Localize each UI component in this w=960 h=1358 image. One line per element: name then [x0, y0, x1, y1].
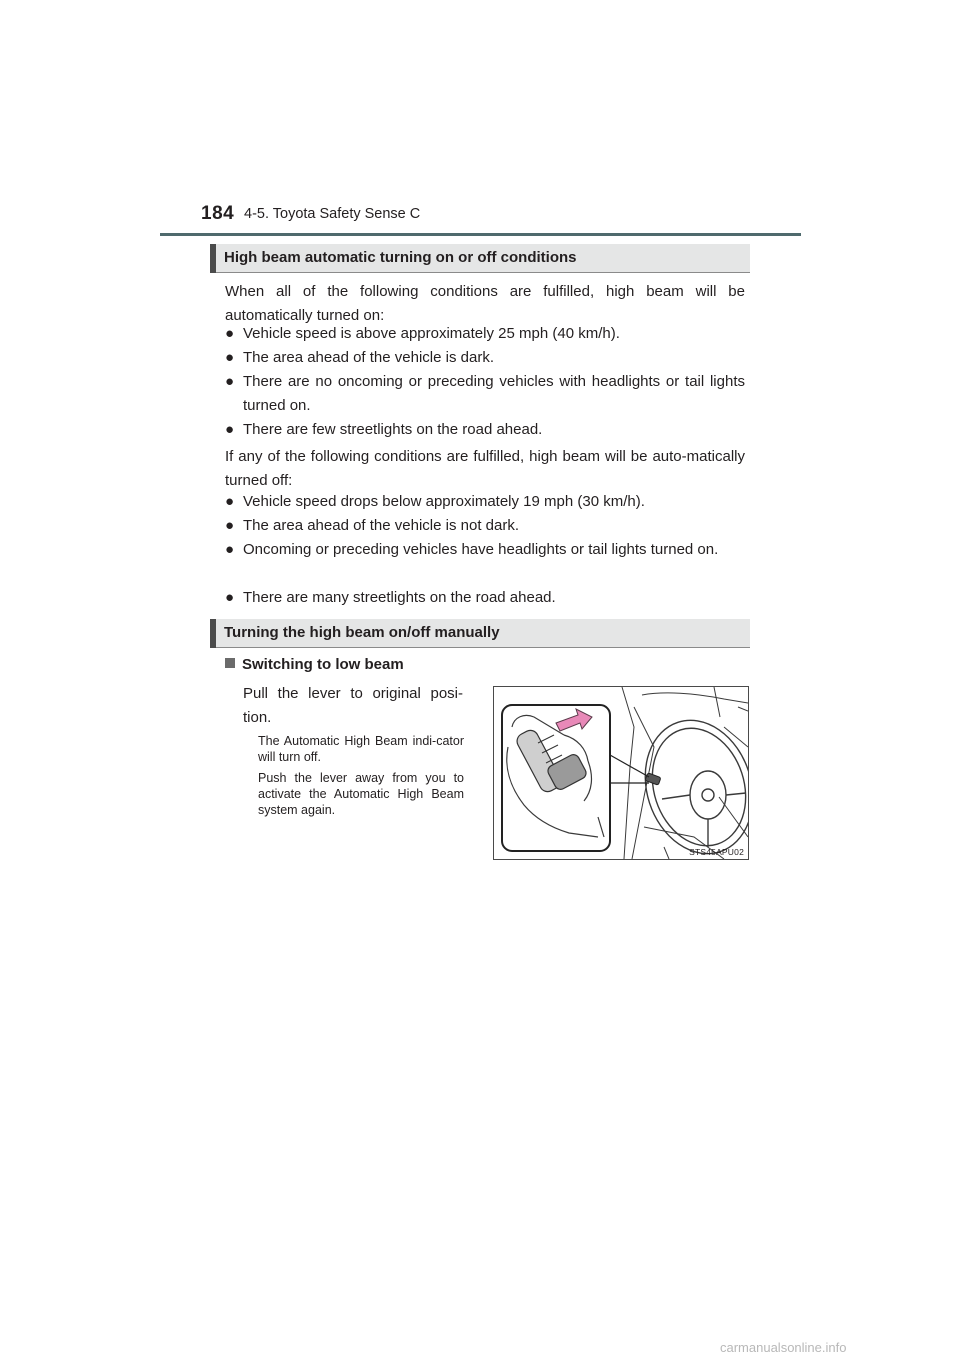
- list-item-text: There are many streetlights on the road ahead.: [243, 589, 556, 606]
- list-item-text: Vehicle speed is above approximately 25 mph (40 km/h).: [243, 325, 620, 342]
- bullet-icon: ●: [225, 373, 235, 390]
- section-heading-label: High beam automatic turning on or off conditions: [224, 249, 577, 266]
- list-item: [225, 322, 745, 346]
- intro-on-paragraph: When all of the following conditions are fulfilled, high beam will be automatically turned on:: [225, 283, 745, 324]
- bullet-icon: ●: [225, 493, 235, 510]
- list-item-text: There are few streetlights on the road ahead.: [243, 421, 543, 438]
- watermark: carmanualsonline.info: [720, 1340, 847, 1355]
- section-heading-manual: [210, 619, 750, 648]
- chapter-title: 4-5. Toyota Safety Sense C: [244, 206, 421, 222]
- heading-bar: [210, 244, 216, 273]
- list-item: [225, 490, 745, 514]
- list-item-text: The area ahead of the vehicle is dark.: [243, 349, 494, 366]
- intro-off-paragraph: If any of the following conditions are fulfilled, high beam will be auto-matically turned off:: [225, 448, 745, 489]
- list-item: [225, 514, 745, 538]
- figure-code: STS45APU02: [689, 847, 744, 857]
- section-heading-conditions: [210, 244, 750, 273]
- list-item-text: Oncoming or preceding vehicles have headlights or tail lights turned on.: [243, 541, 719, 558]
- list-item-text: There are no oncoming or preceding vehicles with headlights or tail lights turned on.: [243, 373, 745, 414]
- bullet-icon: ●: [225, 421, 235, 438]
- subheading-low-beam: [225, 656, 404, 673]
- bullet-icon: ●: [225, 325, 235, 342]
- illustration-svg: [494, 687, 748, 859]
- list-item-text: The area ahead of the vehicle is not dark.: [243, 517, 520, 534]
- header-rule: [160, 233, 801, 236]
- bullet-icon: ●: [225, 589, 235, 606]
- bullet-icon: ●: [225, 349, 235, 366]
- list-item: [225, 586, 745, 610]
- bullet-icon: ●: [225, 517, 235, 534]
- list-item: [225, 538, 745, 562]
- note-text: Push the lever away from you to activate the Automatic High Beam system again.: [258, 771, 464, 817]
- subheading-label: Switching to low beam: [242, 656, 404, 673]
- instruction-text: Pull the lever to original posi-tion.: [243, 685, 463, 726]
- list-item: [225, 346, 745, 370]
- note-text: The Automatic High Beam indi-cator will turn off.: [258, 734, 464, 764]
- square-bullet-icon: [225, 658, 235, 668]
- section-heading-label: Turning the high beam on/off manually: [224, 624, 500, 641]
- list-item: [225, 418, 745, 442]
- list-item-text: Vehicle speed drops below approximately 19 mph (30 km/h).: [243, 493, 645, 510]
- bullet-icon: ●: [225, 541, 235, 558]
- lever-illustration: [493, 686, 749, 860]
- heading-bar: [210, 619, 216, 648]
- page-number: 184: [201, 203, 235, 224]
- list-item: [225, 370, 745, 418]
